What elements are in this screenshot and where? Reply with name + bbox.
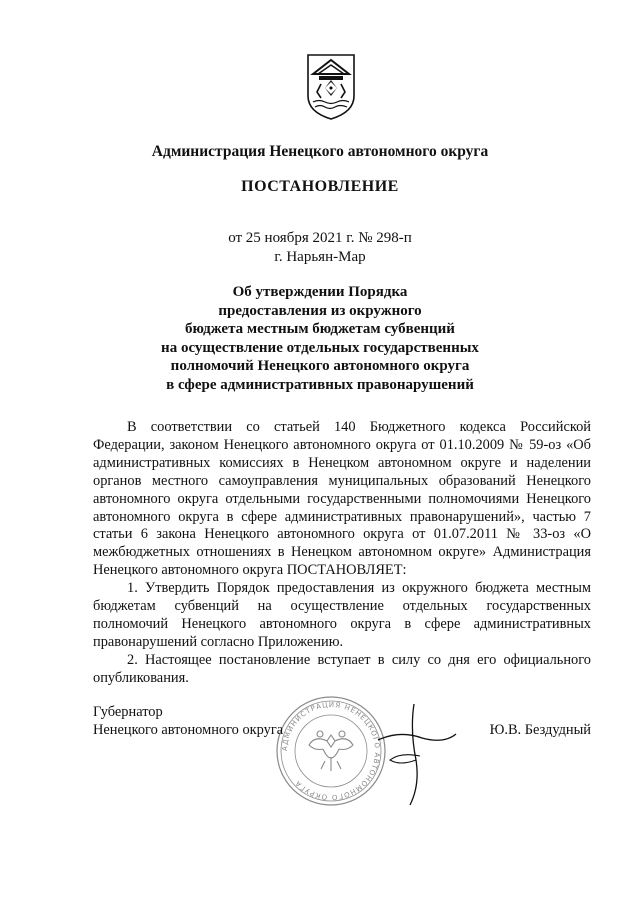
item-1-paragraph: 1. Утвердить Порядок предоставления из окружного бюджета местным бюджетам субвенций на осуществление отдельных государственных полномочий Ненецкого автономного округа в сфере административных правонарушений согласно Приложению. bbox=[93, 580, 591, 650]
title-line: на осуществление отдельных государственных bbox=[161, 339, 479, 356]
title-line: в сфере административных правонарушений bbox=[166, 376, 474, 393]
organization-name: Администрация Ненецкого автономного округа bbox=[151, 143, 489, 160]
title-line: полномочий Ненецкого автономного округа bbox=[170, 358, 470, 375]
signatory-position-line2: Ненецкого автономного округа bbox=[93, 721, 284, 738]
coat-of-arms-icon bbox=[305, 52, 357, 122]
signatory-name: Ю.В. Бездудный bbox=[489, 721, 591, 738]
title-line: предоставления из окружного bbox=[218, 302, 422, 319]
seal-text: АДМИНИСТРАЦИЯ НЕНЕЦКОГО АВТОНОМНОГО ОКРУГА bbox=[280, 700, 382, 802]
handwritten-signature bbox=[370, 700, 460, 810]
signature-block bbox=[93, 704, 591, 740]
date-number: от 25 ноября 2021 г. № 298-п bbox=[228, 230, 412, 246]
document-body bbox=[93, 419, 591, 688]
item-2-paragraph: 2. Настоящее постановление вступает в силу со дня его официального опубликования. bbox=[93, 651, 591, 686]
date-block bbox=[0, 229, 640, 267]
signatory-position-line1: Губернатор bbox=[93, 704, 163, 720]
document-type: ПОСТАНОВЛЕНИЕ bbox=[241, 178, 399, 195]
title-line: бюджета местным бюджетам субвенций bbox=[185, 321, 455, 338]
document-title bbox=[0, 283, 640, 395]
preamble-paragraph: В соответствии со статьей 140 Бюджетного кодекса Российской Федерации, законом Ненецкого автономного округа от 01.10.2009 № 59-оз «Об административных комиссиях в Ненецком автономном округе и наделении органов местного самоуправления муниципальных образований Ненецкого автономного округа отдельными государственными полномочиями Ненецкого автономного округа в сфере административных правонарушений», частью 7 статьи 6 закона Ненецкого автономного округа от 01.07.2011 № 33-оз «О межбюджетных отношениях в Ненецком автономном округе» Администрация Ненецкого автономного округа ПОСТАНОВЛЯЕТ: bbox=[93, 419, 591, 579]
title-line: Об утверждении Порядка bbox=[232, 284, 408, 300]
city: г. Нарьян-Мар bbox=[274, 249, 366, 265]
